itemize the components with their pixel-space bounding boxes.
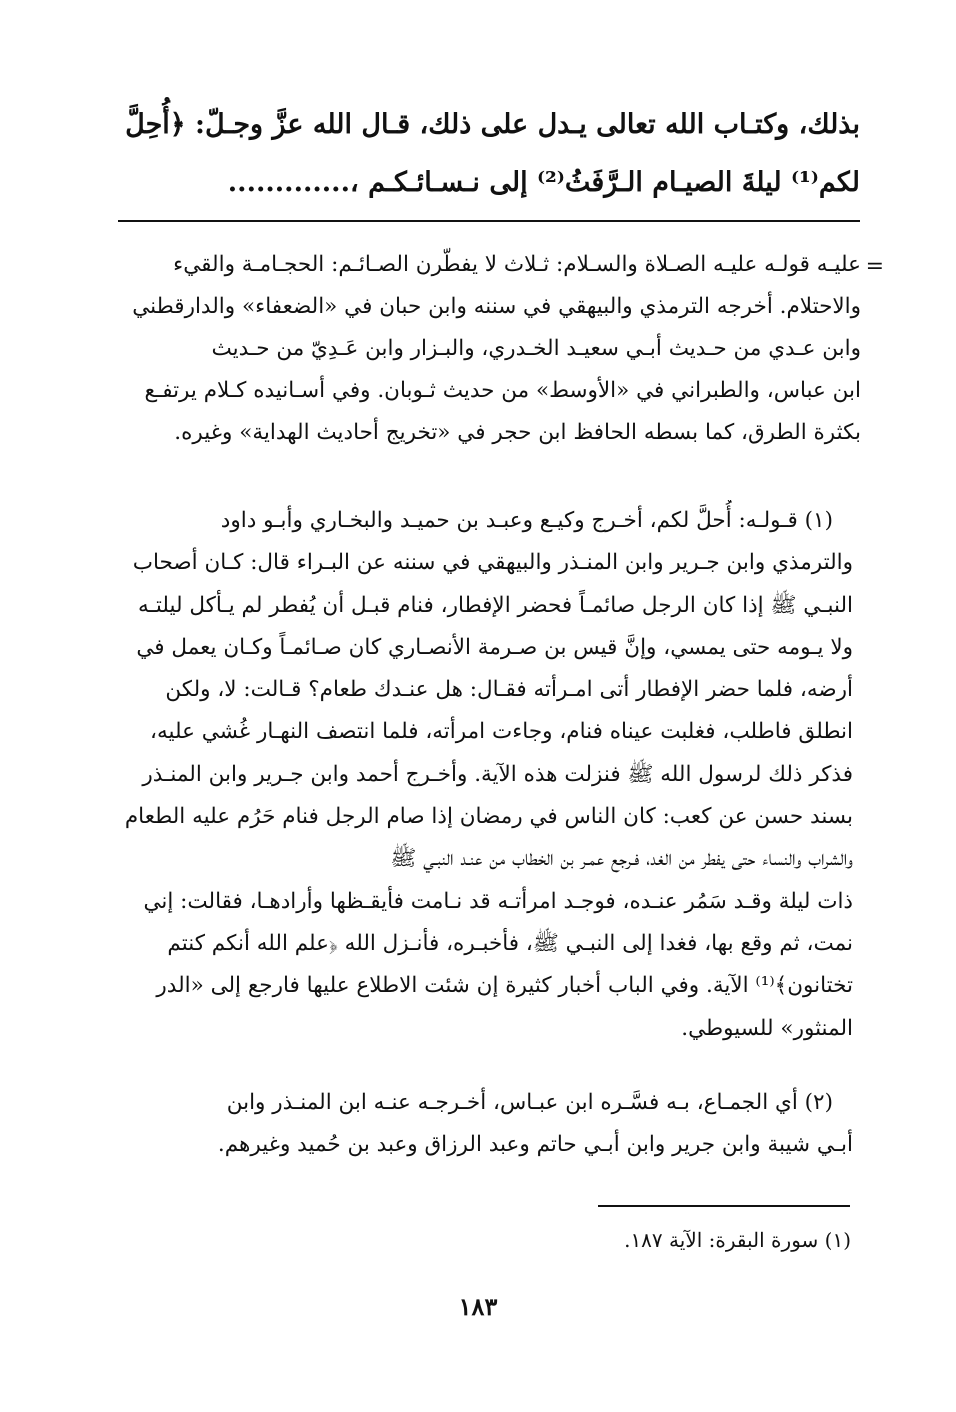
note-line: انطلق فاطلب، فغلبت عيناه فنام، وجاءت امرأته، فلما انتصف النهـار غُشي عليه، <box>150 719 853 745</box>
note-1 <box>108 500 853 1050</box>
note-line: بكثرة الطرق، كما بسطه الحافظ ابن حجر في «تخريج أحاديث الهداية» وغيره. <box>174 420 861 445</box>
note-line: ذات ليلة وقـد سَمُر عنـده، فوجـد امرأتـه قد نـامت فأيقـظها وأرادهـا، فقالت: إني <box>143 888 853 914</box>
main-text-separator <box>118 220 860 222</box>
main-text <box>108 96 860 212</box>
note-line: ابن عباس، والطبراني في «الأوسط» من حديث ثـوبان. وفي أسـانيده كـلام يرتفـع <box>144 378 861 403</box>
note-line: (٢) أي الجمـاع، بـه فسَّـره ابن عبـاس، أخـرجـه عنـه ابن المنـذر وابن <box>226 1090 833 1115</box>
note-line: والترمذي وابن جـرير وابن المنـذر والبيهقي في سننه عن البـراء قال: كـان أصحاب <box>132 550 853 576</box>
note-line: أبـي شيبة وابن جرير وابن أبـي حاتم وعبد الرزاق وعبد بن حُميد وغيرهم. <box>217 1132 853 1158</box>
note-line: (١) قـولـه: أُحلَّ لكم، أخـرج وكيـع وعبـد بن حميـد والبخـاري وأبـو داود <box>220 508 833 533</box>
footnote: (١) سورة البقرة: الآية ١٨٧. <box>624 1228 851 1252</box>
note-line: بسند حسن عن كعب: كان الناس في رمضان إذا صام الرجل فنام حَرُم عليه الطعام <box>124 804 853 830</box>
note-line: أرضه، فلما حضر الإفطار أتى امـرأته فقـال: هل عنـدك طعام؟ قـالت: لا، ولكن <box>165 677 853 703</box>
continuation-marker: = <box>865 254 884 279</box>
note-line: فذكر ذلك لرسول الله ﷺ فنزلت هذه الآية. وأخـرج أحمد وابن جـرير وابن المنـذر <box>142 761 853 787</box>
footnote-separator <box>598 1205 850 1207</box>
note-line: وابن عـدي من حـديث أبـي سعيـد الخـدري، والبـزار وابن عَـدِيّ من حـديث <box>211 336 861 361</box>
continued-note <box>115 244 861 454</box>
page-number: ١٨٣ <box>458 1292 498 1321</box>
note-line: تختانون﴾⁽¹⁾ الآية. وفي الباب أخبار كثيرة إن شئت الاطلاع عليها فارجع إلى «الدر <box>156 973 853 999</box>
main-text-line: لكم⁽¹⁾ ليلةَ الصيـام الـرَّفَثُ⁽²⁾ إلى نـسـائـكـم ،............. <box>227 167 860 198</box>
note-line: المنثور» للسيوطي. <box>681 1015 853 1041</box>
note-line: والشراب والنساء حتى يفطر من الغد، فـرجع عمـر بن الخطاب من عنـد النبـي ﷺ <box>390 846 853 872</box>
note-line: النبـي ﷺ إذا كان الرجل صائمـاً فحضر الإفطار، فنام قبـل أن يُفطر لم يـأكل ليلتـه <box>138 592 853 618</box>
note-line: نمت، ثم وقع بها، فغدا إلى النبـي ﷺ، فأخبـره، فأنـزل الله ﴿علم الله أنكم كنتم <box>167 930 853 956</box>
main-text-line: بذلك، وكتـاب الله تعالى يـدل على ذلك، قـال الله عزَّ وجـلّ: ﴿أُحِلَّ <box>125 109 860 140</box>
note-line: والاحتلام. أخرجه الترمذي والبيهقي في سننه وابن حبان في «الضعفاء» والدارقطني <box>132 294 861 319</box>
note-2 <box>108 1082 853 1167</box>
note-line: ولا يـومه حتى يمسي، وإنَّ قيس بن صـرمة الأنصـاري كان صـائمـاً وكـان يعمل في <box>136 634 853 660</box>
note-line: عليـه قولـه عليـه الصـلاة والسـلام: ثـلاث لا يفطّرن الصـائـم: الحجـامـة والقيء <box>173 252 861 277</box>
